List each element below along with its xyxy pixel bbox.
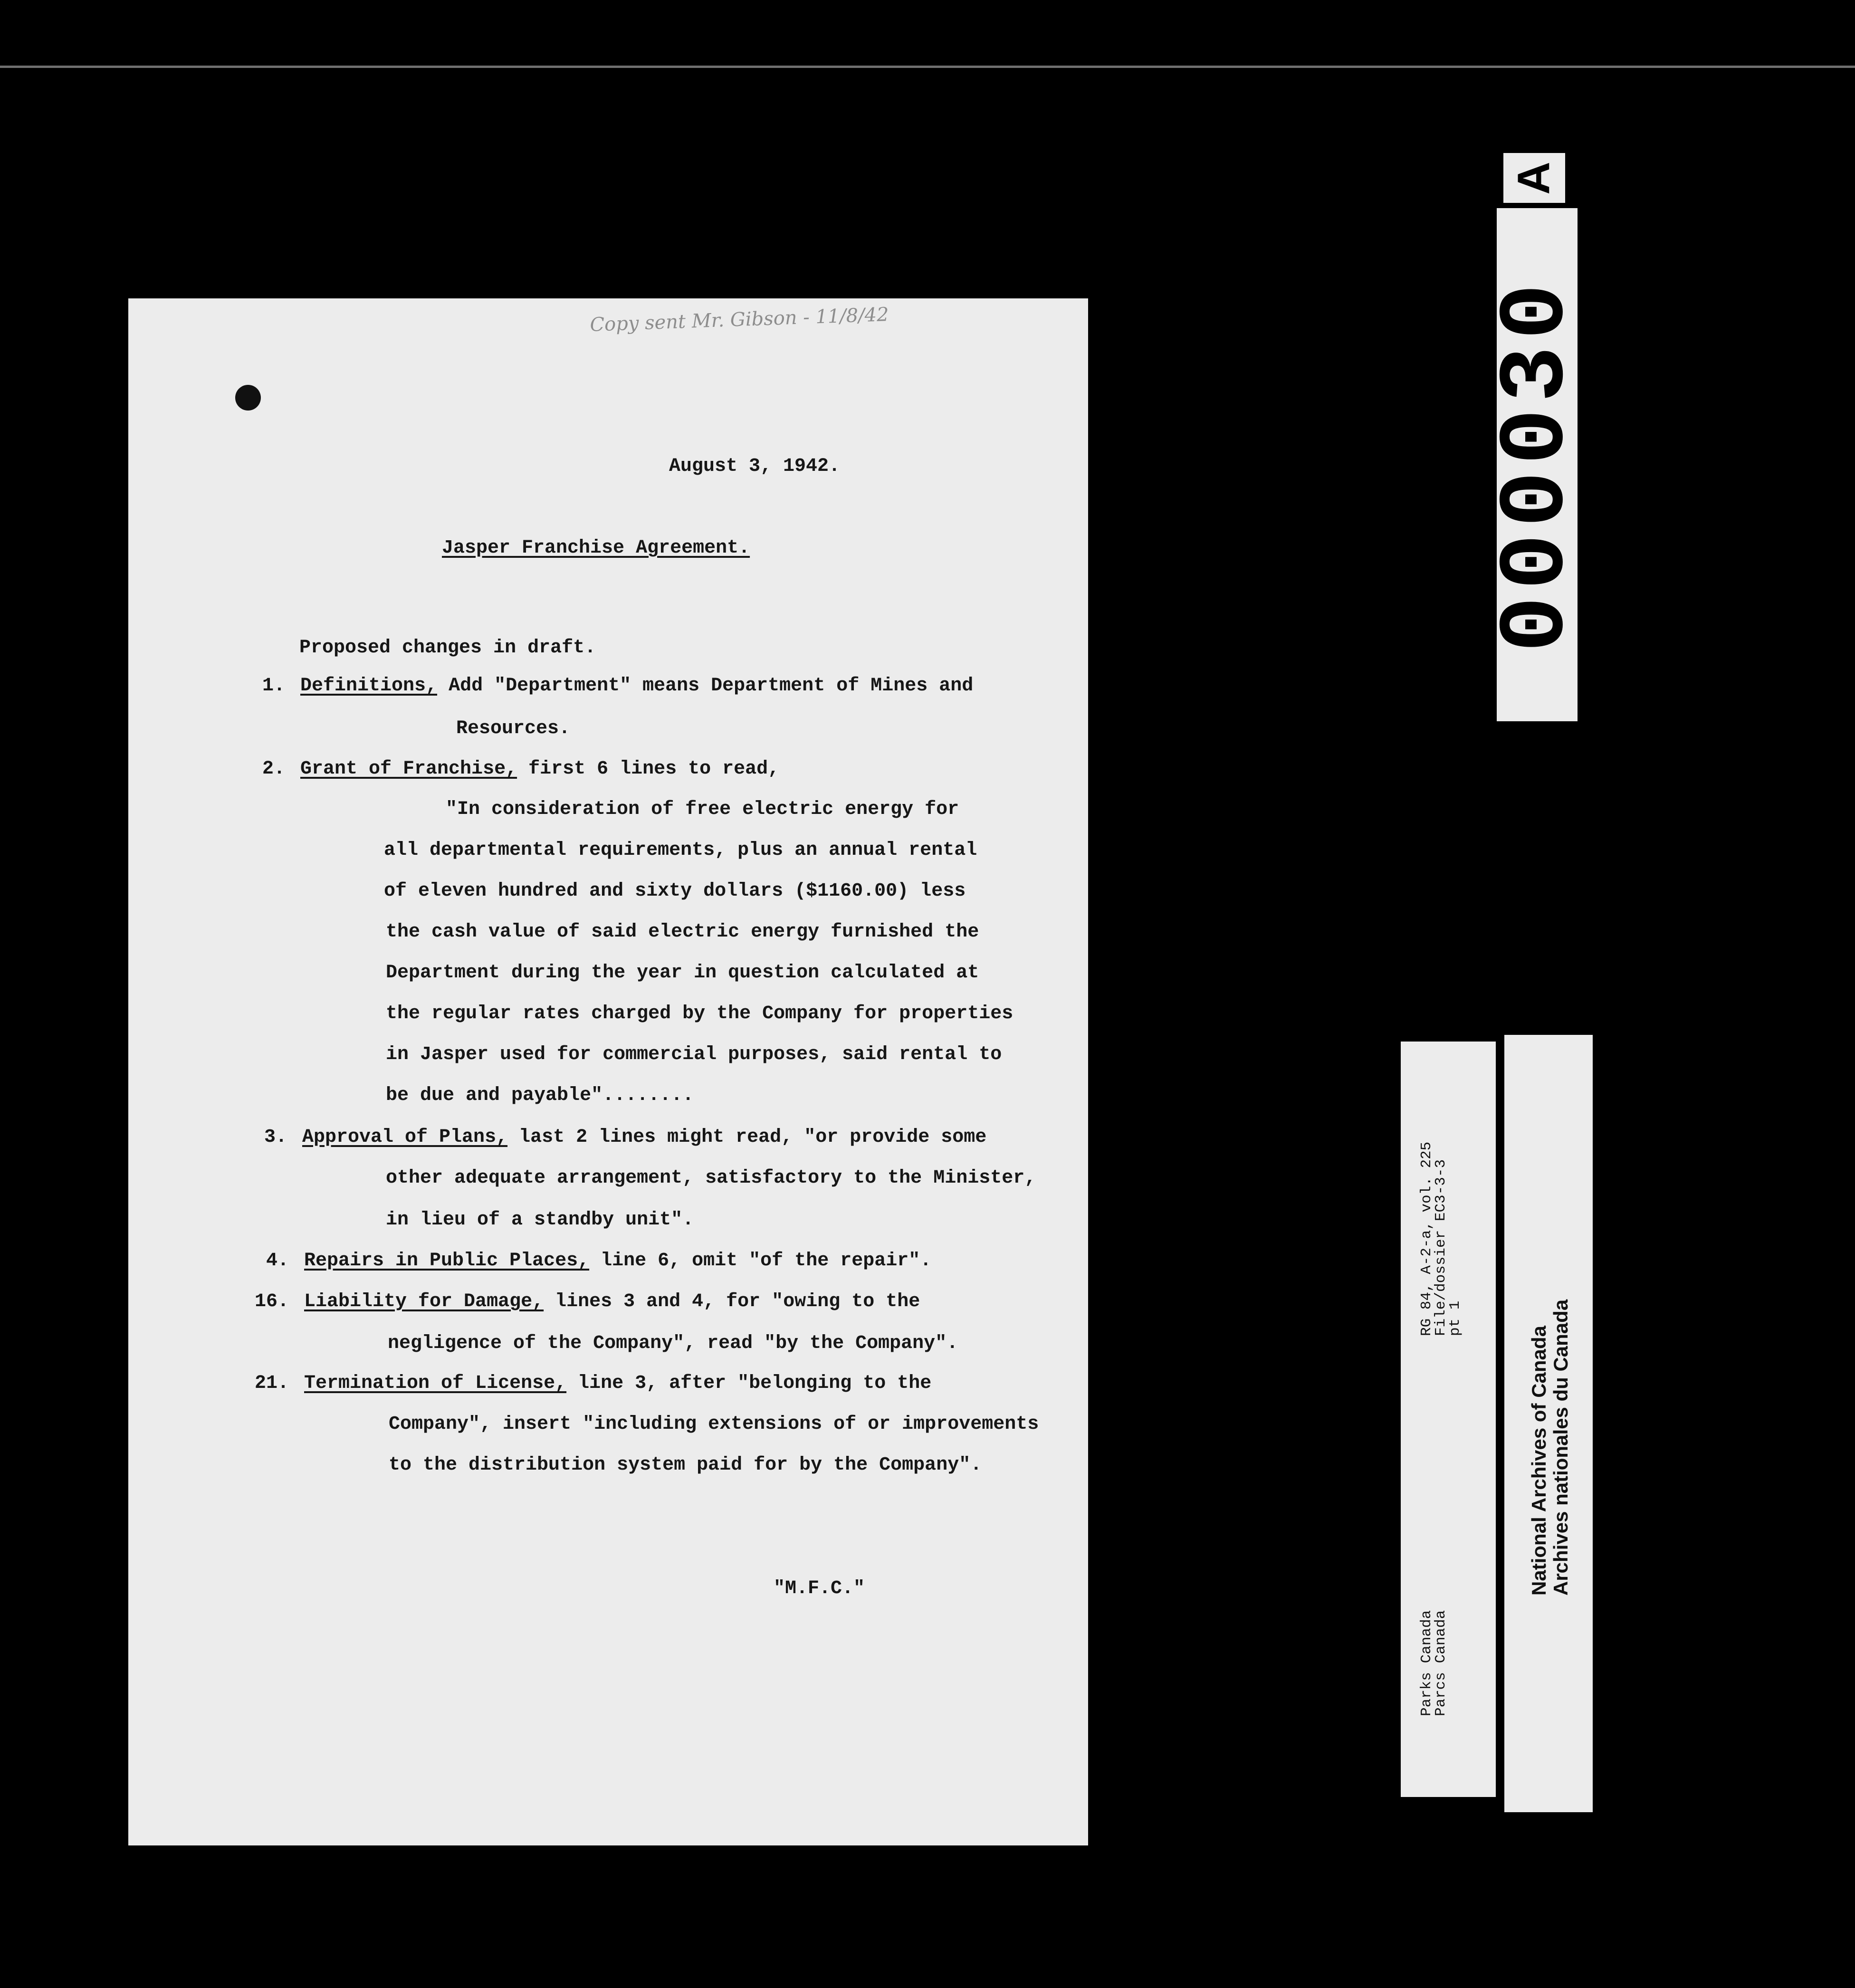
item-text: last 2 lines might read, "or provide some xyxy=(519,1127,987,1148)
item-number: 1. xyxy=(262,675,286,697)
item-line xyxy=(304,1249,931,1273)
reference-line: RG 84, A-2-a, vol. 225 xyxy=(1418,1141,1435,1336)
item-continuation: Department during the year in question calculated at xyxy=(386,962,979,984)
item-number: 16. xyxy=(255,1291,289,1312)
agency-line: Parcs Canada xyxy=(1433,1610,1449,1716)
reference-text xyxy=(1420,1142,1463,1336)
item-text: first 6 lines to read, xyxy=(528,758,780,780)
handwritten-note: Copy sent Mr. Gibson - 11/8/42 xyxy=(589,304,889,336)
item-continuation: Resources. xyxy=(456,718,571,739)
item-continuation: in lieu of a standby unit". xyxy=(386,1209,694,1231)
item-continuation: negligence of the Company", read "by the Company". xyxy=(388,1333,958,1354)
archive-reference-label xyxy=(1401,1042,1496,1797)
archive-institution-label xyxy=(1504,1035,1593,1812)
item-heading: Grant of Franchise, xyxy=(300,758,517,780)
item-heading: Definitions, xyxy=(300,675,438,697)
agency-line: Parks Canada xyxy=(1418,1610,1435,1716)
item-line xyxy=(300,674,973,698)
item-continuation: be due and payable"........ xyxy=(386,1085,694,1106)
item-heading: Termination of License, xyxy=(304,1373,567,1394)
institution-line: Archives nationales du Canada xyxy=(1549,1299,1572,1596)
item-number: 3. xyxy=(264,1127,287,1148)
item-continuation: to the distribution system paid for by the Company". xyxy=(389,1454,982,1476)
item-continuation: in Jasper used for commercial purposes, said rental to xyxy=(386,1044,1002,1065)
item-text: line 6, omit "of the repair". xyxy=(601,1250,932,1271)
item-text: lines 3 and 4, for "owing to the xyxy=(555,1291,920,1312)
item-heading: Liability for Damage, xyxy=(304,1291,544,1312)
punch-hole xyxy=(235,385,261,411)
item-continuation: "In consideration of free electric energy for xyxy=(446,799,959,820)
item-continuation: other adequate arrangement, satisfactory to the Minister, xyxy=(386,1167,1036,1189)
item-text: Add "Department" means Department of Mines and xyxy=(449,675,974,697)
item-number: 2. xyxy=(262,758,286,780)
item-continuation: Company", insert "including extensions of or improvements xyxy=(389,1414,1039,1435)
item-line xyxy=(304,1371,931,1396)
item-continuation: of eleven hundred and sixty dollars ($1160.00) less xyxy=(384,880,966,902)
item-line xyxy=(302,1125,986,1150)
document-intro: Proposed changes in draft. xyxy=(299,637,596,659)
document-page xyxy=(128,298,1088,1845)
item-line xyxy=(304,1290,920,1314)
item-line xyxy=(300,757,779,782)
archive-tab-number-text: 000030 xyxy=(1484,277,1590,652)
agency-text xyxy=(1420,1610,1448,1716)
signature-initials: "M.F.C." xyxy=(774,1578,865,1599)
item-heading: Repairs in Public Places, xyxy=(304,1250,590,1271)
item-continuation: all departmental requirements, plus an annual rental xyxy=(384,840,977,861)
item-continuation: the regular rates charged by the Company for properties xyxy=(386,1003,1014,1024)
item-number: 4. xyxy=(266,1250,289,1271)
archive-tab-number xyxy=(1484,208,1590,721)
document-date: August 3, 1942. xyxy=(669,456,841,477)
archive-tab-letter xyxy=(1503,153,1565,203)
archive-tab-letter-text: A xyxy=(1508,161,1559,195)
item-continuation: the cash value of said electric energy furnished the xyxy=(386,921,979,943)
scan-edge-line xyxy=(0,66,1855,68)
item-heading: Approval of Plans, xyxy=(302,1127,508,1148)
reference-line: pt 1 xyxy=(1447,1300,1463,1336)
item-number: 21. xyxy=(255,1373,289,1394)
institution-text xyxy=(1528,1300,1572,1596)
institution-line: National Archives of Canada xyxy=(1528,1326,1550,1596)
document-title: Jasper Franchise Agreement. xyxy=(442,537,750,559)
reference-line: File/dossier EC3-3-3 xyxy=(1433,1159,1449,1336)
item-text: line 3, after "belonging to the xyxy=(578,1373,932,1394)
